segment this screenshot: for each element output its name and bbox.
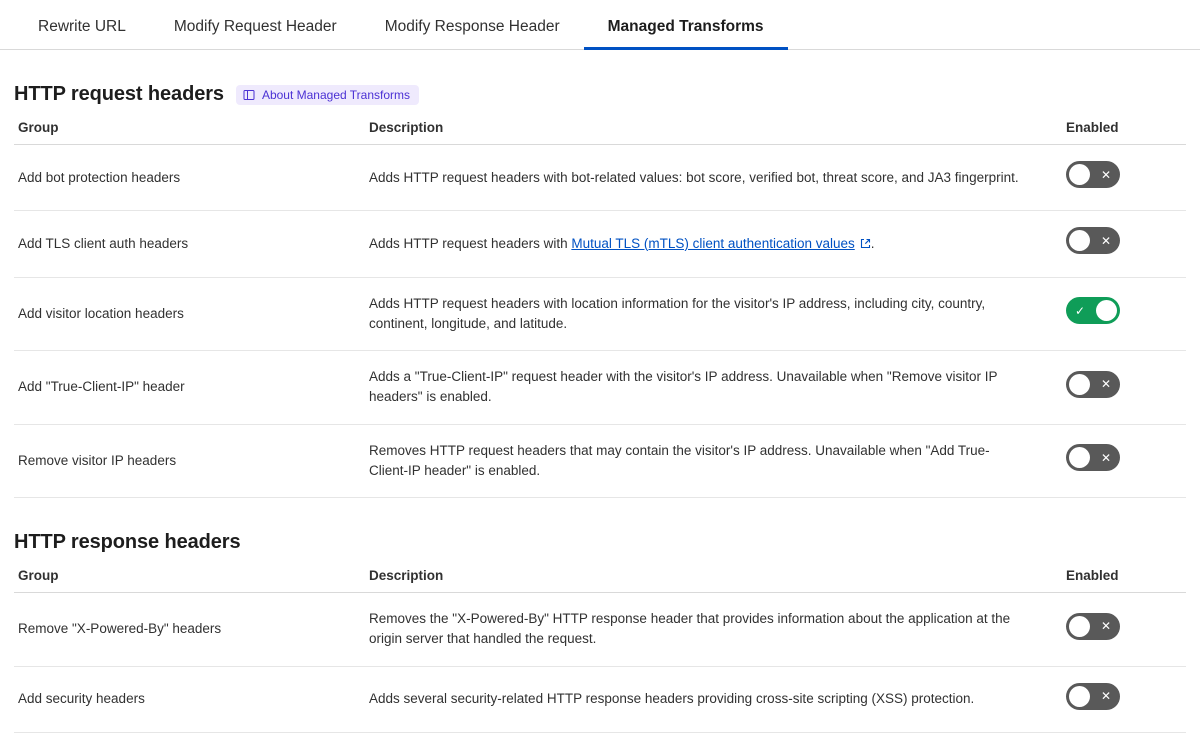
- toggle-knob: [1069, 447, 1090, 468]
- enabled-toggle[interactable]: [1066, 444, 1120, 471]
- column-header-enabled: Enabled: [1066, 568, 1186, 593]
- row-group-name: Remove "X-Powered-By" headers: [14, 593, 369, 667]
- row-group-name: Add "True-Client-IP" header: [14, 351, 369, 425]
- row-description: Adds HTTP request headers with bot-related values: bot score, verified bot, threat score, and JA3 fingerprint.: [369, 169, 1019, 185]
- enabled-toggle[interactable]: [1066, 297, 1120, 324]
- tab-rewrite-url[interactable]: Rewrite URL: [38, 17, 126, 35]
- column-header-group: Group: [14, 120, 369, 145]
- cross-icon: ✕: [1100, 619, 1111, 634]
- request-headers-title: HTTP request headers: [14, 83, 224, 105]
- cross-icon: ✕: [1100, 167, 1111, 182]
- row-description: Adds several security-related HTTP response headers providing cross-site scripting (XSS) protection.: [369, 691, 975, 706]
- tab-bar: [0, 0, 1200, 50]
- tab-modify-request-header[interactable]: Modify Request Header: [173, 17, 337, 35]
- toggle-knob: [1069, 164, 1090, 185]
- enabled-toggle[interactable]: [1066, 371, 1120, 398]
- table-row: [14, 424, 1186, 498]
- request-headers-table: [14, 120, 1186, 498]
- check-icon: ✓: [1075, 303, 1086, 318]
- row-description-text: Adds HTTP request headers with: [369, 235, 572, 251]
- column-header-description: Description: [369, 568, 1066, 593]
- external-link-icon: [860, 235, 871, 246]
- row-description: Adds a "True-Client-IP" request header with the visitor's IP address. Unavailable when "Remove visitor IP headers" is enabled.: [369, 369, 998, 405]
- table-header-row: [14, 568, 1186, 593]
- about-managed-transforms-label: About Managed Transforms: [261, 87, 411, 102]
- cross-icon: ✕: [1100, 689, 1111, 703]
- mtls-docs-link[interactable]: Mutual TLS (mTLS) client authentication values: [571, 235, 855, 251]
- row-description: [369, 234, 1026, 254]
- table-header-row: [14, 120, 1186, 145]
- toggle-knob: [1096, 300, 1117, 321]
- row-description: Adds HTTP request headers with location information for the visitor's IP address, including city, country, continent, longitude, and latitude.: [369, 295, 986, 331]
- toggle-knob: [1069, 374, 1090, 395]
- response-headers-table: [14, 568, 1186, 733]
- toggle-knob: [1069, 686, 1090, 707]
- row-description: Removes HTTP request headers that may contain the visitor's IP address. Unavailable when "Add True-Client-IP header" is enabled.: [369, 442, 990, 478]
- response-headers-title: HTTP response headers: [14, 531, 241, 553]
- row-group-name: Add TLS client auth headers: [14, 211, 369, 277]
- cross-icon: ✕: [1100, 233, 1111, 248]
- table-row: [14, 277, 1186, 351]
- enabled-toggle[interactable]: [1066, 161, 1120, 188]
- book-icon: [243, 89, 255, 101]
- row-group-name: Remove visitor IP headers: [14, 424, 369, 498]
- table-row: [14, 145, 1186, 211]
- response-headers-section-header: [14, 531, 1186, 554]
- row-group-name: Add security headers: [14, 666, 369, 732]
- table-row: [14, 211, 1186, 277]
- enabled-toggle[interactable]: [1066, 227, 1120, 254]
- toggle-knob: [1069, 616, 1090, 637]
- column-header-group: Group: [14, 568, 369, 593]
- cross-icon: ✕: [1100, 377, 1111, 392]
- table-row: [14, 666, 1186, 732]
- row-group-name: Add bot protection headers: [14, 145, 369, 211]
- about-managed-transforms-button[interactable]: [236, 85, 419, 105]
- tab-modify-response-header[interactable]: Modify Response Header: [384, 17, 560, 35]
- row-description-suffix: .: [870, 235, 875, 251]
- row-group-name: Add visitor location headers: [14, 277, 369, 351]
- enabled-toggle[interactable]: [1066, 683, 1120, 710]
- row-description: Removes the "X-Powered-By" HTTP response header that provides information about the application at the origin server that handled the request.: [369, 611, 1011, 647]
- enabled-toggle[interactable]: [1066, 613, 1120, 640]
- table-row: [14, 593, 1186, 667]
- table-row: [14, 351, 1186, 425]
- cross-icon: ✕: [1100, 450, 1111, 465]
- tab-managed-transforms[interactable]: Managed Transforms: [584, 19, 788, 51]
- main-content: [0, 83, 1200, 733]
- toggle-knob: [1069, 230, 1090, 251]
- column-header-description: Description: [369, 120, 1066, 145]
- column-header-enabled: Enabled: [1066, 120, 1186, 145]
- request-headers-section-header: [14, 83, 1186, 106]
